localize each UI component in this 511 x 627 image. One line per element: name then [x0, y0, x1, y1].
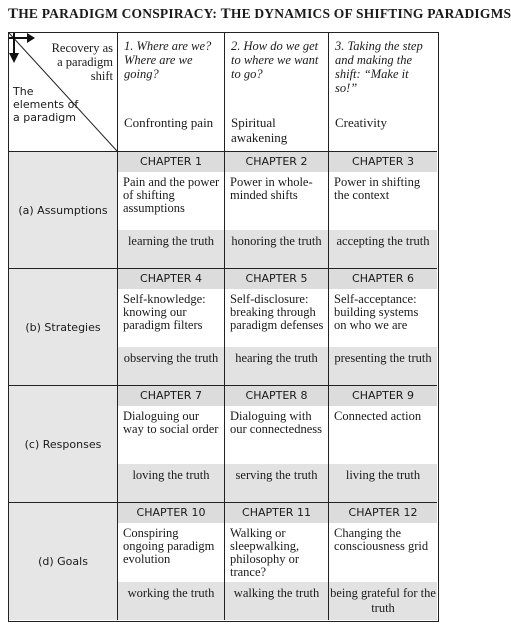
chapter-number: CHAPTER 11	[225, 503, 328, 523]
truth-phrase: living the truth	[329, 464, 437, 502]
elements-label: The elements of a paradigm	[13, 85, 79, 124]
chapter-number: CHAPTER 2	[225, 152, 328, 172]
chapter-description: Conspiring ongoing paradigm evolution	[123, 526, 215, 566]
chapter-number: CHAPTER 7	[118, 386, 224, 406]
chapter-number: CHAPTER 3	[329, 152, 437, 172]
column-header-1	[117, 33, 224, 151]
chapter-number: CHAPTER 10	[118, 503, 224, 523]
chapter-cell	[224, 386, 328, 502]
chapter-cell	[117, 503, 224, 620]
truth-phrase: observing the truth	[118, 347, 224, 385]
title-part-1: HE PARADIGM CONSPIRACY:	[18, 6, 221, 21]
column-name: Spiritual awakening	[231, 115, 288, 145]
chapter-description: Self-disclosure: breaking through paradigm defenses	[230, 292, 324, 332]
arrow-down-icon	[9, 33, 19, 63]
column-question: 1. Where are we? Where are we going?	[124, 39, 212, 81]
row-label: (a) Assumptions	[9, 152, 117, 268]
chapter-cell	[117, 269, 224, 385]
chapter-description: Connected action	[334, 409, 422, 423]
column-header-3	[328, 33, 437, 151]
chapter-description: Power in whole-minded shifts	[230, 175, 313, 202]
chapter-description: Changing the consciousness grid	[334, 526, 429, 553]
chapter-description: Dialoguing with our connectedness	[230, 409, 322, 436]
column-name: Confronting pain	[124, 115, 214, 130]
title-part-2: HE DYNAMICS OF SHIFTING PARADIGMS	[230, 6, 511, 21]
chapter-number: CHAPTER 6	[329, 269, 437, 289]
chapter-description: Self-acceptance: building systems on who we are	[334, 292, 419, 332]
truth-phrase: loving the truth	[118, 464, 224, 502]
truth-phrase: honoring the truth	[225, 230, 328, 268]
row-assumptions	[9, 151, 437, 268]
chapter-description: Dialoguing our way to social order	[123, 409, 219, 436]
chapter-cell	[224, 152, 328, 268]
chapter-cell	[328, 386, 437, 502]
chapter-cell	[328, 503, 437, 620]
truth-phrase: walking the truth	[225, 582, 328, 620]
truth-phrase: learning the truth	[118, 230, 224, 268]
chapter-number: CHAPTER 4	[118, 269, 224, 289]
row-label: (c) Responses	[9, 386, 117, 502]
page-title	[8, 6, 511, 26]
truth-phrase: being grateful for the truth	[329, 582, 437, 620]
column-question: 2. How do we get to where we want to go?	[231, 39, 319, 81]
truth-phrase: working the truth	[118, 582, 224, 620]
row-goals	[9, 502, 437, 620]
chapter-description: Pain and the power of shifting assumptions	[123, 175, 220, 215]
title-initial-2: T	[220, 6, 231, 22]
row-label: (d) Goals	[9, 503, 117, 620]
chapter-description: Power in shifting the context	[334, 175, 421, 202]
column-name: Creativity	[335, 115, 387, 130]
row-strategies	[9, 268, 437, 385]
recovery-label: Recovery as a paradigm shift	[51, 41, 113, 83]
chapter-cell	[117, 386, 224, 502]
corner-header-cell	[9, 33, 117, 151]
column-question: 3. Taking the step and making the shift: “Make it so!”	[335, 39, 423, 95]
chapter-number: CHAPTER 5	[225, 269, 328, 289]
title-initial-1: T	[8, 6, 19, 22]
chapter-cell	[328, 269, 437, 385]
truth-phrase: accepting the truth	[329, 230, 437, 268]
chapter-cell	[328, 152, 437, 268]
row-label: (b) Strategies	[9, 269, 117, 385]
chapter-number: CHAPTER 9	[329, 386, 437, 406]
row-responses	[9, 385, 437, 502]
column-header-2	[224, 33, 328, 151]
truth-phrase: hearing the truth	[225, 347, 328, 385]
chapter-number: CHAPTER 12	[329, 503, 437, 523]
chapter-cell	[224, 269, 328, 385]
truth-phrase: serving the truth	[225, 464, 328, 502]
chapter-cell	[117, 152, 224, 268]
chapter-number: CHAPTER 1	[118, 152, 224, 172]
paradigm-table	[8, 32, 439, 622]
chapter-number: CHAPTER 8	[225, 386, 328, 406]
truth-phrase: presenting the truth	[329, 347, 437, 385]
chapter-description: Self-knowledge: knowing our paradigm filters	[123, 292, 206, 332]
chapter-description: Walking or sleepwalking, philosophy or trance?	[230, 526, 300, 579]
chapter-cell	[224, 503, 328, 620]
